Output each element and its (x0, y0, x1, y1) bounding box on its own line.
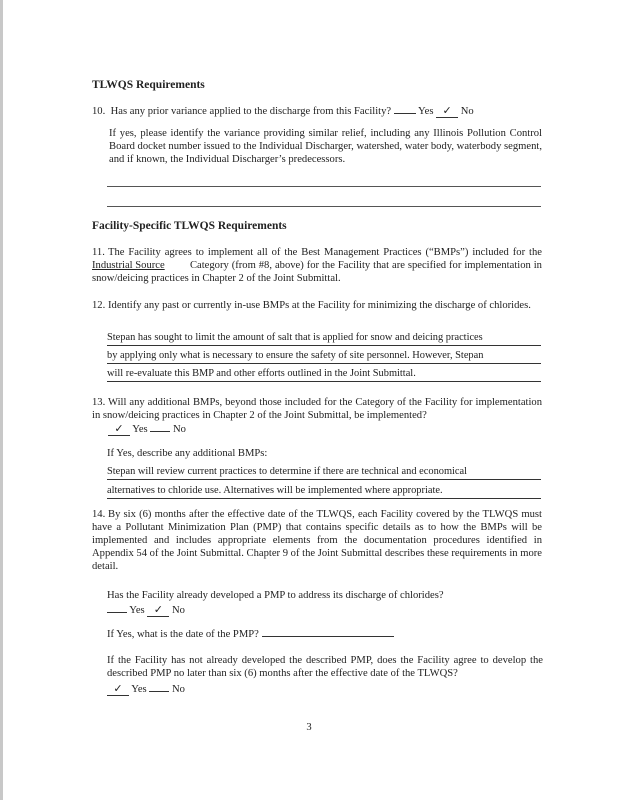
question-text: By six (6) months after the effective date of the TLWQS, each Facility covered by the TLWQS must have a Pollutant Minimization Plan (PMP) that contains specific details as to how the BMPs will be implemented and includes appropriate elements from the documentation procedures identified in Appendix 54 of the Joint Submittal. Chapter 9 of the Joint Submittal describes these requirements in more detail. (92, 509, 542, 572)
yes-checkmark[interactable]: ✓ (108, 424, 130, 436)
no-label: No (460, 106, 474, 117)
no-blank[interactable] (149, 691, 169, 692)
pmp-options (107, 604, 185, 617)
no-blank[interactable] (150, 431, 170, 432)
no-label: No (173, 424, 186, 435)
no-label: No (172, 684, 185, 695)
question-14 (92, 508, 542, 573)
question-13-followup: If Yes, describe any additional BMPs: (107, 448, 268, 459)
page-number: 3 (306, 722, 312, 733)
agree-options (107, 683, 185, 696)
question-text: Has any prior variance applied to the discharge from this Facility? (110, 106, 392, 117)
yes-label: Yes (418, 106, 434, 117)
agree-question: If the Facility has not already developed the described PMP, does the Facility agree to develop the described PMP no later than six (6) months after the effective date of the TLWQS? (107, 655, 543, 679)
pmp-date-row (107, 628, 394, 641)
no-label: No (172, 605, 185, 616)
question-10-followup: If yes, please identify the variance providing similar relief, including any Illinois Pollution Control Board docket number issued to the Individual Discharger, watershed, water body, waterbody segment, and if known, the Individual Discharger’s predecessors. (109, 128, 542, 165)
yes-checkmark[interactable]: ✓ (107, 684, 129, 696)
question-text-cont: Category (from #8, above) for the Facility that are specified for implementation in snow/deicing practices in Chapter 2 of the Joint Submittal. (92, 260, 542, 284)
no-checkmark[interactable]: ✓ (147, 605, 169, 617)
question-number: 14. (92, 509, 106, 520)
scan-edge (0, 0, 3, 800)
answer-line[interactable]: Stepan has sought to limit the amount of salt that is applied for snow and deicing practices (107, 331, 541, 346)
question-text: Will any additional BMPs, beyond those included for the Category of the Facility for implementation in snow/deicing practices in Chapter 2 of the Joint Submittal, be implemented? (92, 397, 542, 421)
date-question: If Yes, what is the date of the PMP? (107, 629, 259, 640)
yes-label: Yes (129, 605, 145, 616)
yes-label: Yes (131, 684, 147, 695)
question-12 (92, 299, 542, 312)
question-number: 13. (92, 397, 106, 408)
answer-line[interactable]: alternatives to chloride use. Alternatives will be implemented where appropriate. (107, 484, 541, 499)
question-number: 11. (92, 247, 105, 258)
answer-line[interactable]: will re-evaluate this BMP and other efforts outlined in the Joint Submittal. (107, 367, 541, 382)
answer-line[interactable]: Stepan will review current practices to determine if there are technical and economical (107, 465, 541, 480)
section-heading-facility-specific: Facility-Specific TLWQS Requirements (92, 220, 287, 232)
question-number: 10. (92, 106, 106, 117)
question-text: Identify any past or currently in-use BMPs at the Facility for minimizing the discharge of chlorides. (108, 300, 531, 311)
yes-label: Yes (132, 424, 148, 435)
yes-blank[interactable] (394, 113, 416, 114)
category-field[interactable]: Industrial Source (92, 260, 165, 271)
pmp-question: Has the Facility already developed a PMP to address its discharge of chlorides? (107, 590, 444, 601)
answer-line[interactable]: by applying only what is necessary to ensure the safety of site personnel. However, Stepan (107, 349, 541, 364)
question-10 (92, 105, 552, 118)
yes-blank[interactable] (107, 612, 127, 613)
pmp-date-field[interactable] (262, 636, 394, 637)
question-number: 12. (92, 300, 106, 311)
question-11 (92, 246, 542, 285)
answer-line-blank[interactable] (107, 186, 541, 187)
question-13 (92, 396, 542, 422)
section-heading-tlwqs: TLWQS Requirements (92, 79, 205, 91)
no-checkmark[interactable]: ✓ (436, 106, 458, 118)
answer-line-blank[interactable] (107, 206, 541, 207)
question-text: The Facility agrees to implement all of the Best Management Practices (“BMPs”) included for the (108, 247, 542, 258)
question-13-options (108, 423, 186, 436)
